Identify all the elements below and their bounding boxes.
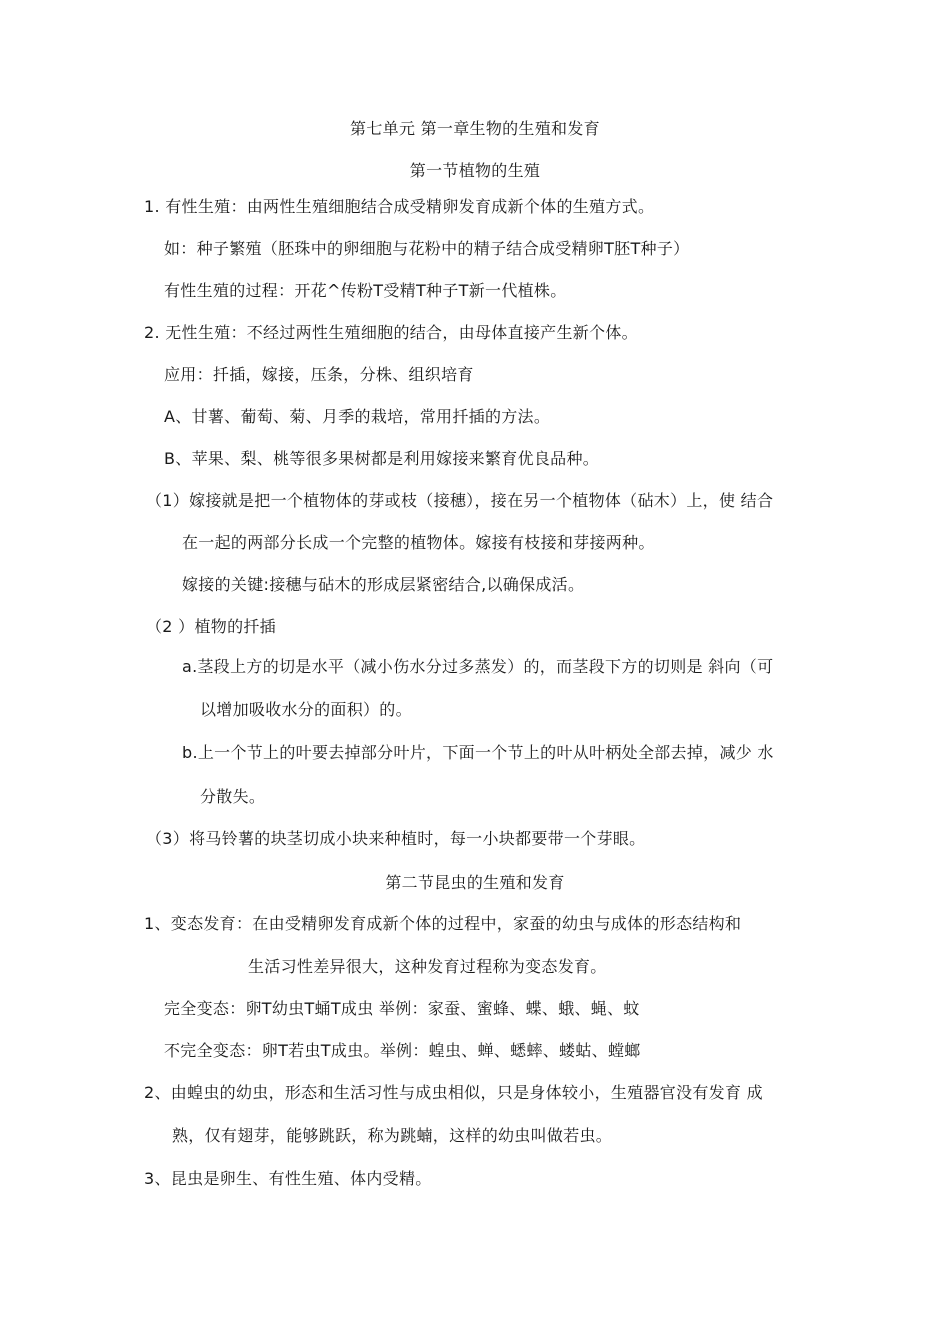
- paragraph-line: 生活习性差异很大，这种发育过程称为变态发育。: [248, 957, 607, 976]
- paragraph-line: （1）嫁接就是把一个植物体的芽或枝（接穗），接在另一个植物体（砧木）上，使 结合: [146, 491, 774, 510]
- paragraph-line: B、苹果、梨、桃等很多果树都是利用嫁接来繁育优良品种。: [164, 449, 600, 468]
- paragraph-line: （2 ）植物的扦插: [146, 617, 276, 636]
- paragraph-line: 以增加吸收水分的面积）的。: [200, 700, 412, 719]
- paragraph-line: 2、由蝗虫的幼虫，形态和生活习性与成虫相似，只是身体较小，生殖器官没有发育 成: [144, 1083, 763, 1102]
- paragraph-line: 2. 无性生殖：不经过两性生殖细胞的结合，由母体直接产生新个体。: [144, 323, 638, 342]
- paragraph-line: 1、变态发育：在由受精卵发育成新个体的过程中，家蚕的幼虫与成体的形态结构和: [144, 914, 742, 933]
- paragraph-line: A、甘薯、葡萄、菊、月季的栽培，常用扦插的方法。: [164, 407, 551, 426]
- paragraph-line: 分散失。: [200, 787, 266, 806]
- paragraph-line: （3）将马铃薯的块茎切成小块来种植时，每一小块都要带一个芽眼。: [146, 829, 646, 848]
- paragraph-line: 1. 有性生殖：由两性生殖细胞结合成受精卵发育成新个体的生殖方式。: [144, 197, 655, 216]
- paragraph-line: b.上一个节上的叶要去掉部分叶片，下面一个节上的叶从叶柄处全部去掉，减少 水: [182, 743, 774, 762]
- paragraph-line: 如：种子繁殖（胚珠中的卵细胞与花粉中的精子结合成受精卵T胚T种子）: [164, 239, 690, 258]
- paragraph-line: 有性生殖的过程：开花^传粉T受精T种子T新一代植株。: [164, 281, 567, 300]
- paragraph-line: a.茎段上方的切是水平（减小伤水分过多蒸发）的，而茎段下方的切则是 斜向（可: [182, 657, 774, 676]
- paragraph-line: 熟，仅有翅芽，能够跳跃，称为跳蝻，这样的幼虫叫做若虫。: [172, 1126, 613, 1145]
- paragraph-line: 完全变态：卵T幼虫T蛹T成虫 举例：家蚕、蜜蜂、蝶、蛾、蝇、蚊: [164, 999, 640, 1018]
- chapter-title: 第七单元 第一章生物的生殖和发育: [350, 119, 600, 138]
- paragraph-line: 3、昆虫是卵生、有性生殖、体内受精。: [144, 1169, 432, 1188]
- section-heading: 第二节昆虫的生殖和发育: [385, 873, 565, 892]
- section-heading: 第一节植物的生殖: [409, 161, 541, 180]
- paragraph-line: 应用：扦插，嫁接，压条，分株、组织培育: [164, 365, 474, 384]
- paragraph-line: 嫁接的关键:接穗与砧木的形成层紧密结合,以确保成活。: [182, 575, 585, 594]
- paragraph-line: 在一起的两部分长成一个完整的植物体。嫁接有枝接和芽接两种。: [182, 533, 655, 552]
- paragraph-line: 不完全变态：卵T若虫T成虫。举例：蝗虫、蝉、蟋蟀、蝼蛄、螳螂: [164, 1041, 641, 1060]
